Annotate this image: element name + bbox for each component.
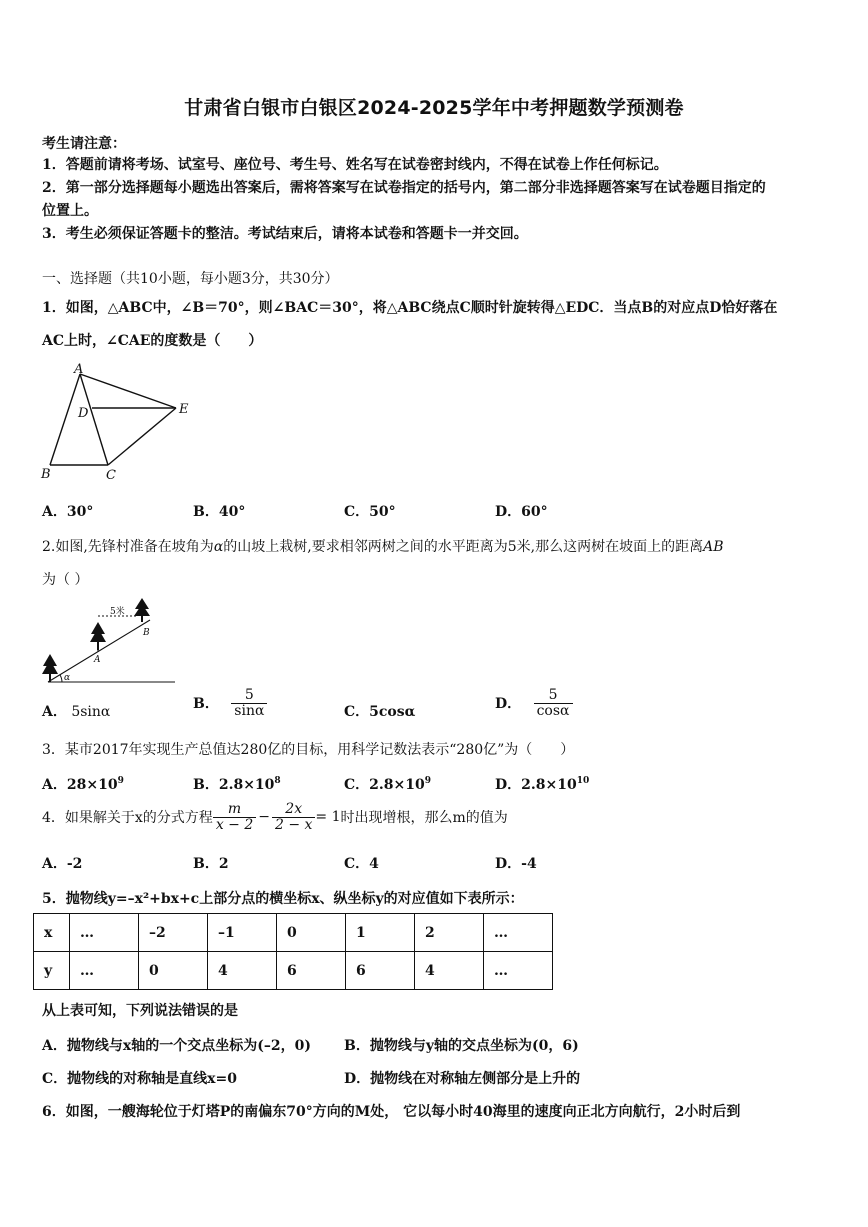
q3-stem: 3．某市2017年实现生产总值达280亿的目标，用科学记数法表示“280亿”为（ ） [42, 742, 575, 758]
q1-option-b: B．40° [193, 504, 246, 520]
q1-label-b: B [41, 467, 51, 482]
notice-item-2-cont: 位置上。 [42, 203, 98, 219]
q3-option-a-base: A．28×10 [42, 777, 118, 793]
table-cell: 6 [277, 952, 346, 990]
q2-option-b-den: sinα [234, 702, 265, 719]
table-cell: … [70, 952, 139, 990]
table-cell: 6 [346, 952, 415, 990]
q5-option-b: B．抛物线与y轴的交点坐标为(0，6) [344, 1038, 579, 1054]
table-cell: 0 [139, 952, 208, 990]
q5-option-d: D．抛物线在对称轴左侧部分是上升的 [344, 1071, 581, 1087]
table-cell: 4 [415, 952, 484, 990]
table-cell: y [34, 952, 70, 990]
q4-stem-pre: 4．如果解关于x的分式方程 [42, 810, 213, 827]
q2-option-c: C．5cosα [344, 704, 416, 720]
q3-option-d [495, 774, 589, 794]
table-cell: –1 [208, 914, 277, 952]
q2-stem-cont: 为（ ） [42, 572, 89, 588]
q2-figure [38, 594, 178, 686]
q4-equals: = 1 [315, 809, 341, 826]
q2-option-a [42, 701, 110, 721]
q2-label-b: B [143, 628, 150, 638]
q2-stem-part1: 2.如图,先锋村准备在坡角为 [42, 539, 214, 555]
q4-option-b: B．2 [193, 856, 229, 872]
q2-label-alpha: α [64, 673, 71, 683]
q3-option-c-base: C．2.8×10 [344, 777, 425, 793]
q2-option-d-den: cosα [536, 702, 570, 719]
page-title: 甘肃省白银市白银区2024-2025学年中考押题数学预测卷 [184, 97, 684, 119]
table-cell: … [484, 914, 553, 952]
notice-item-1: 1．答题前请将考场、试室号、座位号、考生号、姓名写在试卷密封线内，不得在试卷上作任何标记。 [42, 157, 668, 173]
q1-stem-cont: AC上时，∠CAE的度数是（ ） [42, 333, 263, 349]
q4-option-d: D．-4 [495, 856, 537, 872]
q2-option-a-value: 5sinα [71, 704, 111, 720]
table-cell: –2 [139, 914, 208, 952]
q2-label-a: A [94, 655, 101, 665]
q5-value-table [33, 913, 553, 990]
q2-stem [42, 536, 724, 556]
q4-option-a: A．-2 [42, 856, 83, 872]
q4-frac2-den: 2 − x [274, 816, 313, 833]
q2-alpha: α [213, 539, 224, 555]
q3-option-a [42, 774, 124, 794]
q3-option-a-exp: 9 [117, 776, 124, 786]
q1-figure [38, 362, 198, 484]
q3-option-b [193, 774, 281, 794]
q2-option-d [495, 688, 573, 718]
q3-option-b-exp: 8 [274, 776, 281, 786]
q3-option-d-base: D．2.8×10 [495, 777, 577, 793]
table-cell: … [70, 914, 139, 952]
q2-option-b [193, 688, 267, 718]
q1-option-a: A．30° [42, 504, 94, 520]
table-cell: 0 [277, 914, 346, 952]
q4-stem-post: 时出现增根，那么m的值为 [340, 810, 508, 827]
notice-item-3: 3．考生必须保证答题卡的整洁。考试结束后，请将本试卷和答题卡一并交回。 [42, 226, 528, 242]
q3-option-b-base: B．2.8×10 [193, 777, 275, 793]
q2-option-b-num: 5 [231, 688, 267, 704]
q4-stem [42, 802, 508, 832]
table-cell: 2 [415, 914, 484, 952]
table-row [34, 952, 553, 990]
q2-option-b-label: B． [193, 696, 219, 713]
q3-option-c-exp: 9 [424, 776, 431, 786]
q2-option-a-label: A． [42, 704, 67, 720]
q2-distance-label: 5米 [110, 607, 125, 617]
q2-option-d-label: D． [495, 696, 522, 713]
q2-option-d-num: 5 [534, 688, 573, 704]
q4-frac1-den: x − 2 [215, 816, 254, 833]
q3-option-d-exp: 10 [576, 776, 590, 786]
q1-label-a: A [74, 362, 84, 377]
q4-frac1-num: m [213, 802, 256, 818]
notice-heading: 考生请注意： [42, 136, 126, 152]
q5-option-c: C．抛物线的对称轴是直线x=0 [42, 1071, 237, 1087]
q3-option-c [344, 774, 431, 794]
q1-option-d: D．60° [495, 504, 548, 520]
q5-stem: 5．抛物线y=–x²+bx+c上部分点的横坐标x、纵坐标y的对应值如下表所示： [42, 891, 524, 907]
section-heading: 一、选择题（共10小题，每小题3分，共30分） [42, 271, 339, 287]
q2-ab: AB [703, 539, 724, 555]
q4-option-c: C．4 [344, 856, 379, 872]
q1-stem: 1．如图，△ABC中，∠B＝70°，则∠BAC＝30°，将△ABC绕点C顺时针旋转得△EDC．当点B的对应点D恰好落在 [42, 300, 778, 316]
q1-label-c: C [106, 468, 116, 483]
q1-label-e: E [179, 402, 189, 417]
table-cell: 1 [346, 914, 415, 952]
q2-stem-part2: 的山坡上栽树,要求相邻两树之间的水平距离为5米,那么这两树在坡面上的距离 [223, 539, 704, 555]
table-cell: x [34, 914, 70, 952]
q4-minus: − [258, 809, 270, 826]
table-cell: 4 [208, 952, 277, 990]
q1-option-c: C．50° [344, 504, 396, 520]
table-cell: … [484, 952, 553, 990]
q5-option-a: A．抛物线与x轴的一个交点坐标为(–2，0) [42, 1038, 311, 1054]
q6-stem: 6．如图，一艘海轮位于灯塔P的南偏东70°方向的M处， 它以每小时40海里的速度向正北方向航行，2小时后到 [42, 1104, 741, 1120]
q5-after-text: 从上表可知，下列说法错误的是 [42, 1003, 238, 1019]
notice-item-2: 2．第一部分选择题每小题选出答案后，需将答案写在试卷指定的括号内，第二部分非选择题答案写在试卷题目指定的 [42, 180, 766, 196]
table-row [34, 914, 553, 952]
q4-frac2-num: 2x [272, 802, 315, 818]
q1-label-d: D [78, 406, 89, 421]
